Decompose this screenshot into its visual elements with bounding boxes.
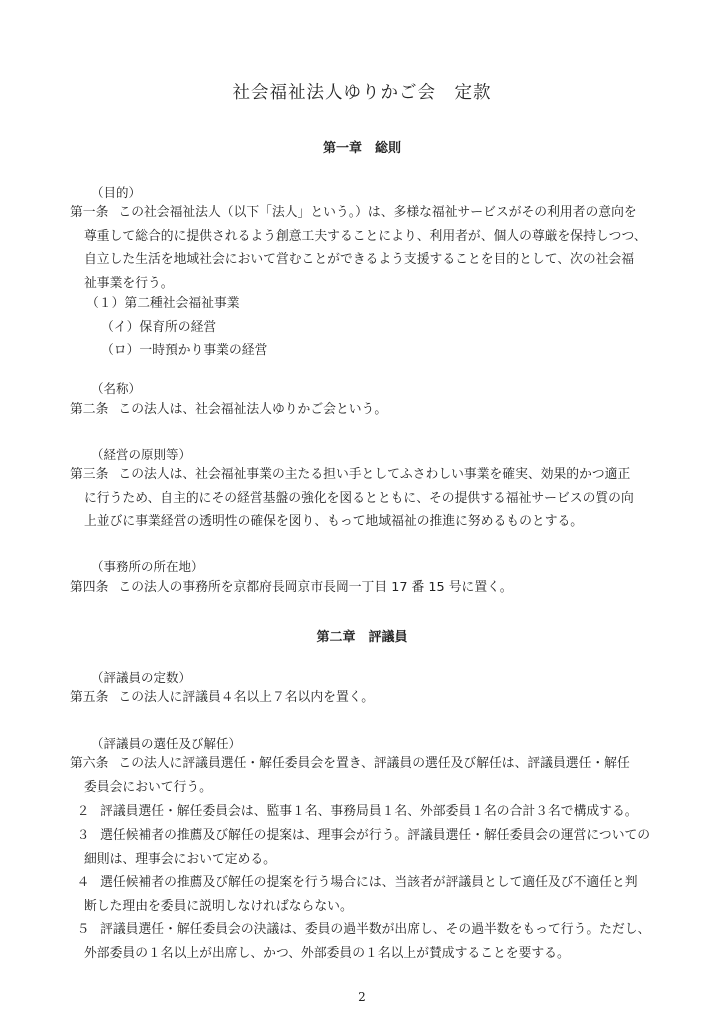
article-2-text: [70, 398, 660, 422]
article-5-text: [70, 686, 660, 710]
article-1-line: 尊重して総合的に提供されるよう創意工夫することにより、利用者が、個人の尊厳を保持しつつ、: [84, 228, 647, 244]
article-1-item-1a: （イ）保育所の経営: [101, 320, 217, 335]
article-6-heading: （評議員の選任及び解任）: [91, 736, 242, 751]
clause-line: 外部委員の１名以上が出席し、かつ、外部委員の１名以上が賛成することを要する。: [84, 945, 570, 961]
chapter-1-heading: 第一章 総則: [322, 141, 401, 156]
article-6-clause-4: [70, 871, 664, 918]
article-3-line: に行うため、自主的にその経営基盤の強化を図るとともに、その提供する福祉サービスの質の向: [84, 490, 634, 506]
article-3-text: [70, 463, 660, 534]
article-1-heading: （目的）: [91, 185, 142, 200]
article-2-label: 第二条: [70, 402, 109, 417]
article-4-text: [70, 576, 660, 600]
article-6-line: 第六条 この法人に評議員選任・解任委員会を置き、評議員の選任及び解任は、評議員選任・解任: [70, 756, 630, 771]
clause-number: ５: [76, 922, 90, 937]
clause-number: ２: [76, 804, 90, 819]
article-1-label: 第一条: [70, 205, 109, 220]
article-1-item-1b: （ロ）一時預かり事業の経営: [101, 343, 268, 358]
article-3-line: 上並びに事業経営の透明性の確保を図り、もって地域福祉の推進に努めるものとする。: [84, 514, 584, 530]
article-6-line: 委員会において行う。: [84, 779, 212, 795]
clause-line: 評議員選任・解任委員会は、監事１名、事務局員１名、外部委員１名の合計３名で構成する。: [100, 804, 638, 819]
article-3-line: 第三条 この法人は、社会福祉事業の主たる担い手としてふさわしい事業を確実、効果的かつ適正: [70, 467, 631, 482]
article-5-heading: （評議員の定数）: [91, 670, 192, 685]
clause-number: ４: [76, 875, 90, 890]
chapter-2-heading: 第二章 評議員: [316, 630, 408, 645]
article-1-item-1: （１）第二種社会福祉事業: [86, 296, 240, 311]
article-6-clause-2: [70, 800, 664, 824]
clause-line: 細則は、理事会において定める。: [84, 851, 276, 867]
article-2-heading: （名称）: [91, 381, 142, 396]
article-5-body: この法人に評議員４名以上７名以内を置く。: [118, 690, 375, 705]
article-3-heading: （経営の原則等）: [91, 447, 192, 462]
article-1-line: 祉事業を行う。: [84, 275, 174, 291]
article-1-line: 第一条 この社会福祉法人（以下「法人」という。）は、多様な福祉サービスがその利用者の意向を: [70, 205, 637, 220]
article-6-text: [70, 752, 660, 799]
article-5-label: 第五条: [70, 690, 109, 705]
document-title: 社会福祉法人ゆりかご会 定款: [232, 83, 492, 103]
clause-line: 選任候補者の推薦及び解任の提案は、理事会が行う。評議員選任・解任委員会の運営についての: [100, 828, 651, 843]
article-4-body: この法人の事務所を京都府長岡京市長岡一丁目 17 番 15 号に置く。: [118, 580, 513, 595]
article-6-label: 第六条: [70, 756, 109, 771]
clause-line: 評議員選任・解任委員会の決議は、委員の過半数が出席し、その過半数をもって行う。ただし、: [100, 922, 651, 937]
clause-line: 選任候補者の推薦及び解任の提案を行う場合には、当該者が評議員として適任及び不適任と判: [100, 875, 638, 890]
article-1-text: [70, 201, 660, 295]
article-2-body: この法人は、社会福祉法人ゆりかご会という。: [118, 402, 388, 417]
article-6-clause-3: [70, 824, 664, 871]
article-1-line: 自立した生活を地域社会において営むことができるよう支援することを目的として、次の社会福: [84, 252, 635, 268]
article-6-clause-5: [70, 918, 664, 965]
article-3-label: 第三条: [70, 467, 109, 482]
article-4-heading: （事務所の所在地）: [91, 559, 204, 574]
page-number: 2: [358, 990, 366, 1004]
article-4-label: 第四条: [70, 580, 109, 595]
clause-number: ３: [76, 828, 90, 843]
clause-line: 断した理由を委員に説明しなければならない。: [84, 898, 353, 914]
